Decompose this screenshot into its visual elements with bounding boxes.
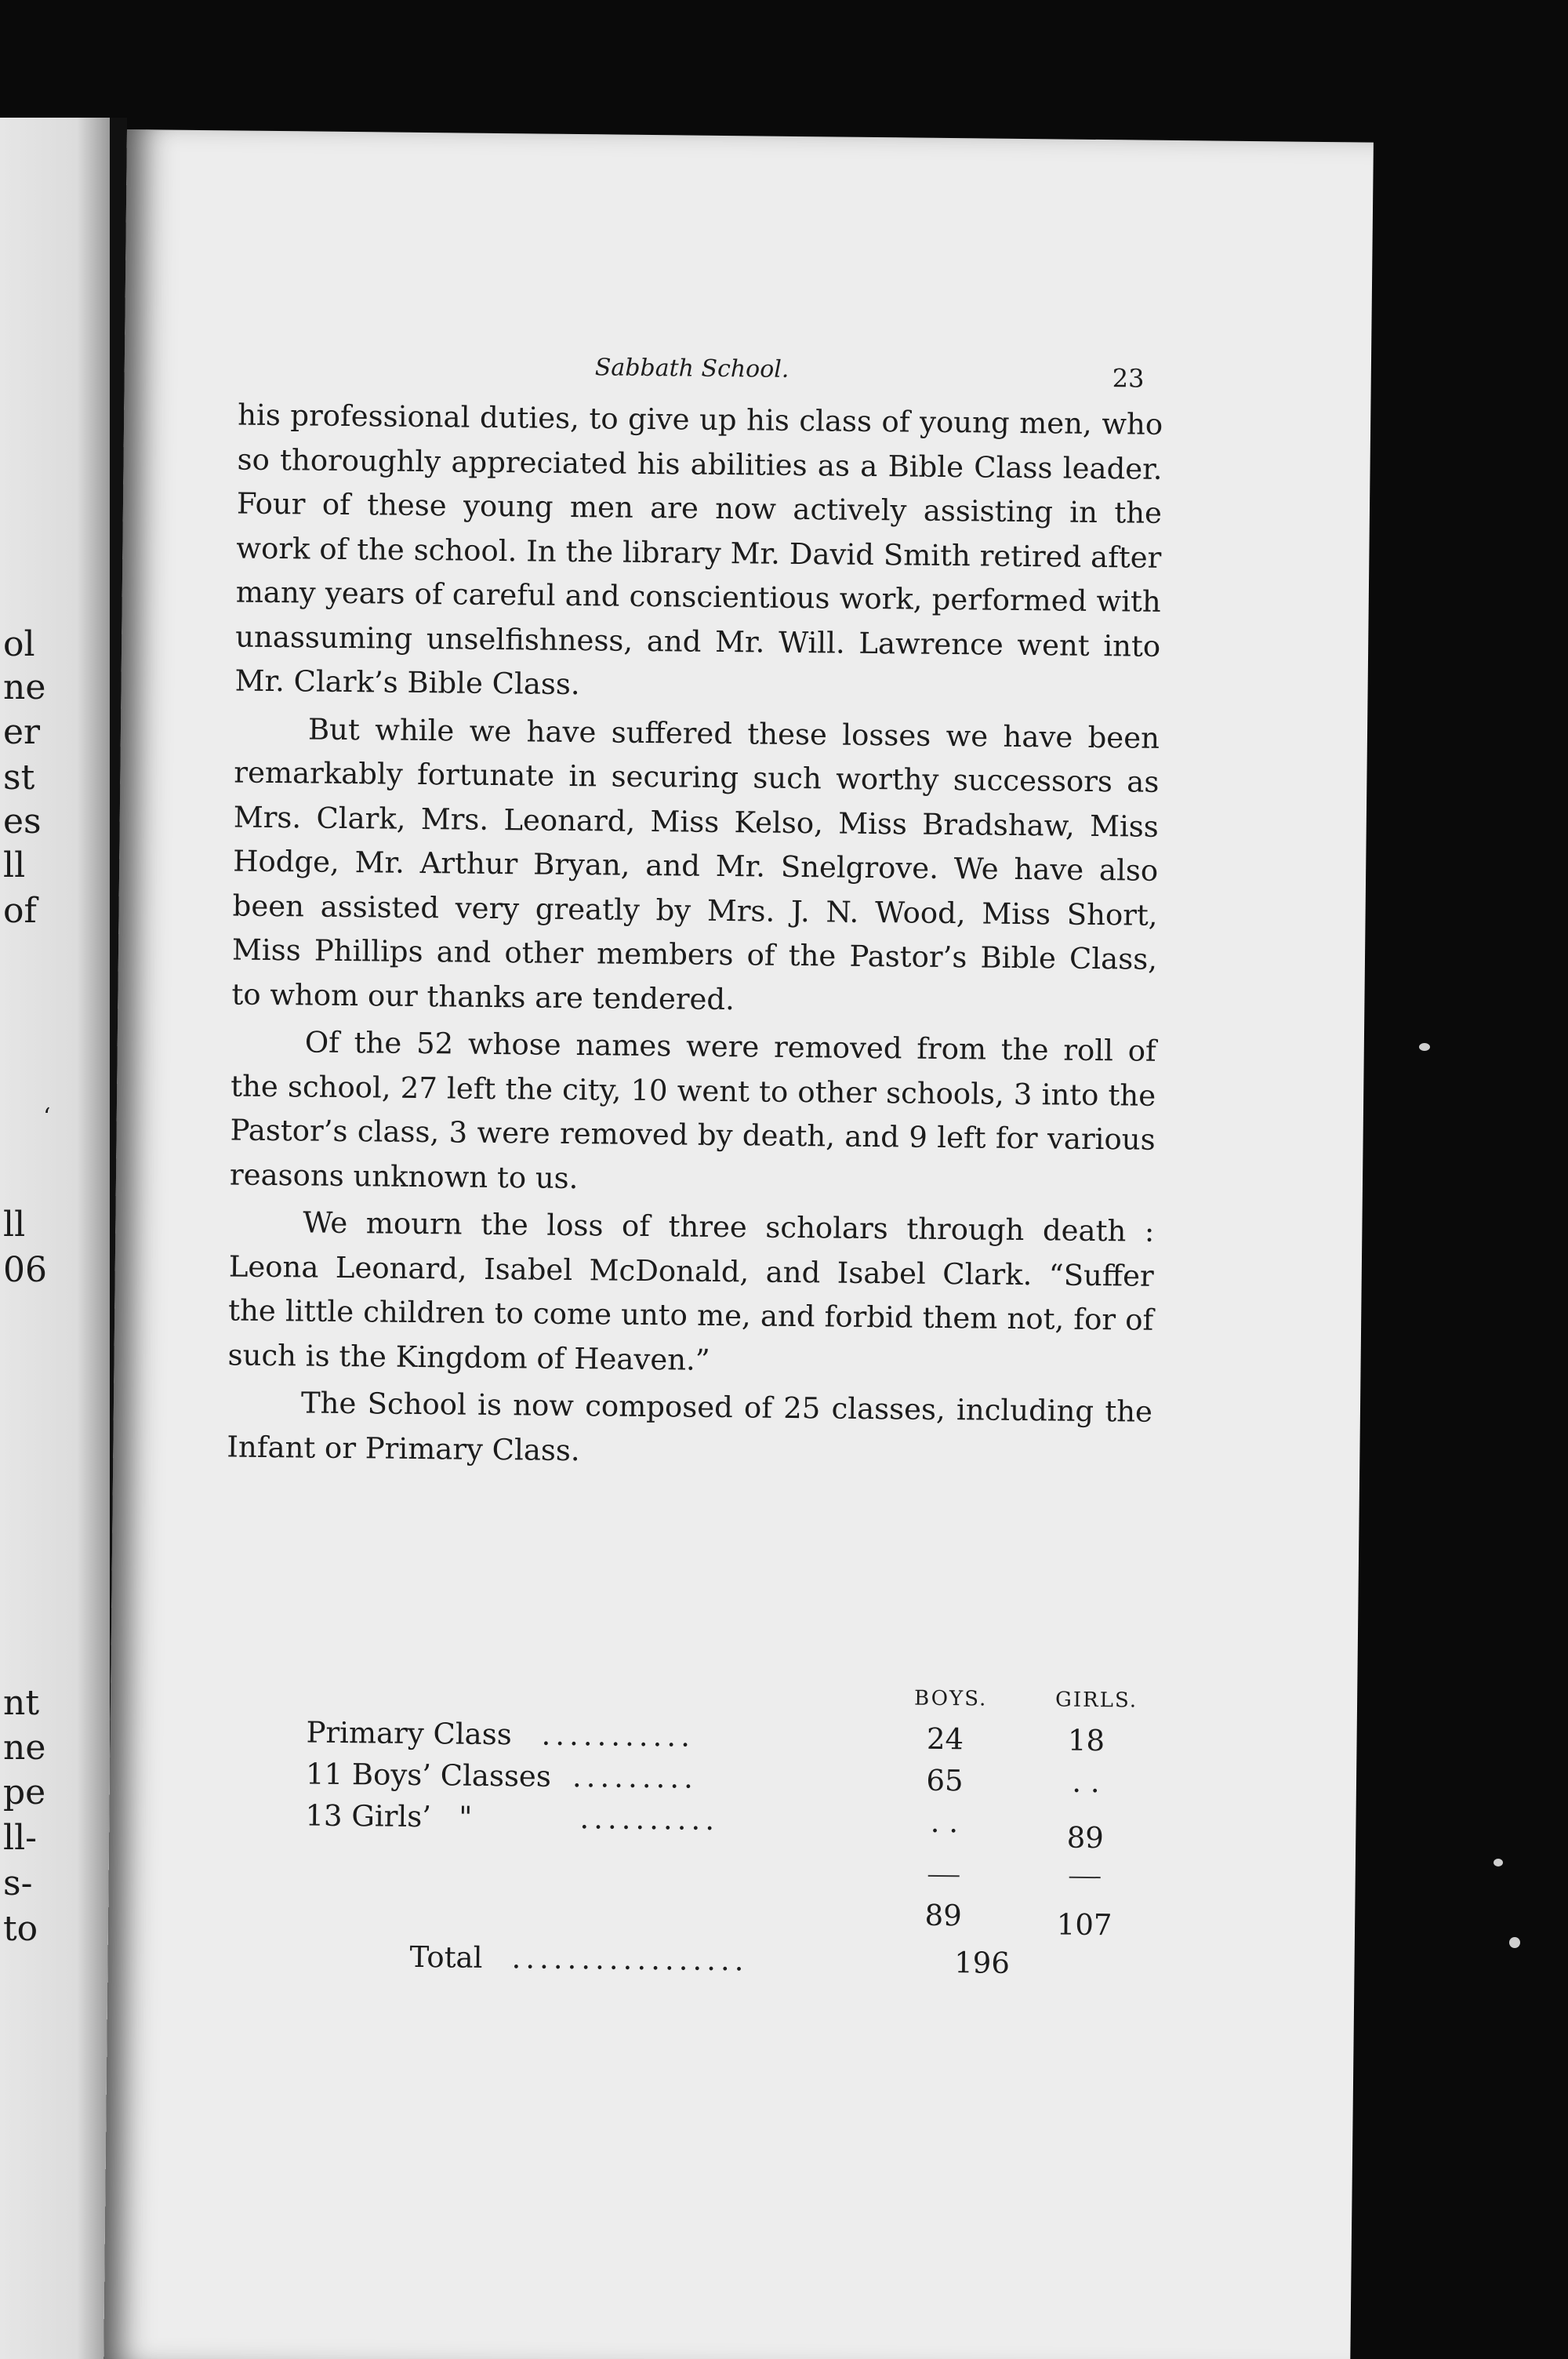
page-number: 23 xyxy=(1112,363,1145,394)
left-fragment: er xyxy=(3,712,41,752)
girls-total: 107 xyxy=(1056,1907,1112,1943)
boys-column-header: BOYS. xyxy=(913,1686,988,1711)
enrollment-table xyxy=(305,1681,1169,1980)
left-fragment: ll xyxy=(3,1205,26,1245)
scan-speck xyxy=(1494,1859,1503,1866)
boys-value: 24 xyxy=(926,1721,964,1757)
running-head: Sabbath School. xyxy=(594,354,789,383)
left-fragment: nt xyxy=(3,1683,40,1723)
girls-value: 89 xyxy=(1066,1820,1105,1856)
sum-rule xyxy=(1069,1877,1101,1878)
right-page xyxy=(103,129,1374,2359)
left-fragment: ol xyxy=(3,624,35,664)
left-facing-page xyxy=(0,118,110,2359)
left-fragment: ne xyxy=(3,1728,46,1768)
leader-dots: ......... xyxy=(572,1760,699,1795)
row-label: 13 Girls’ " xyxy=(305,1798,473,1834)
leader-dots: ................. xyxy=(511,1941,749,1978)
total-value: 196 xyxy=(954,1946,1011,1980)
sum-rule xyxy=(928,1875,960,1877)
girls-value: . . xyxy=(1072,1765,1100,1800)
leader-dots: .......... xyxy=(579,1801,720,1837)
paragraph: The School is now composed of 25 classes, including the Infant or Primary Class. xyxy=(227,1386,1153,1467)
left-fragment: es xyxy=(3,801,42,841)
scan-speck xyxy=(1419,1043,1430,1051)
scan-speck xyxy=(1509,1937,1520,1948)
paragraph: Of the 52 whose names were removed from the roll of the school, 27 left the city, 10 went to other schools, 3 into the Pastor’s class, 3 were removed by death, and 9 left for various reasons unknown to us. xyxy=(229,1025,1156,1195)
left-fragment: st xyxy=(3,758,35,798)
paragraph: his professional duties, to give up his class of young men, who so thoroughly appreciated his abilities as a Bible Class leader. Four of these young men are now actively assisting in the work of the school. In the library Mr. David Smith retired after many years of careful and conscientious work, performed with unassuming unselfishness, and Mr. Will. Lawrence went into Mr. Clark’s Bible Class. xyxy=(234,398,1163,702)
left-fragment: ‘ xyxy=(43,1103,51,1131)
left-fragment: pe xyxy=(3,1772,46,1812)
boys-value: . . xyxy=(930,1805,959,1840)
boys-total: 89 xyxy=(924,1898,962,1933)
paragraph: We mourn the loss of three scholars through death : Leona Leonard, Isabel McDonald, and Isabel Clark. “Suffer the little children to come unto me, and forbid them not, for of such is the Kingdom of Heaven.” xyxy=(227,1205,1155,1377)
total-label: Total xyxy=(409,1939,483,1975)
paragraph: But while we have suffered these losses we have been remarkably fortunate in securing such worthy successors as Mrs. Clark, Mrs. Leonard, Miss Kelso, Miss Bradshaw, Miss Hodge, Mr. Arthur Bryan, and Mr. Snelgrove. We have also been assisted very greatly by Mrs. J. N. Wood, Miss Short, Miss Phillips and other members of the Pastor’s Bible Class, to whom our thanks are tendered. xyxy=(231,711,1160,1016)
left-page-text-fragments xyxy=(0,118,110,2359)
leader-dots: ........... xyxy=(541,1717,695,1754)
row-label: Primary Class xyxy=(306,1715,512,1752)
left-fragment: ll- xyxy=(3,1818,38,1858)
left-fragment: ne xyxy=(3,667,46,707)
left-fragment: to xyxy=(3,1909,38,1949)
girls-value: 18 xyxy=(1067,1723,1105,1758)
left-fragment: 06 xyxy=(3,1250,47,1290)
left-fragment: s- xyxy=(3,1863,33,1903)
girls-column-header: GIRLS. xyxy=(1054,1688,1138,1713)
row-label: 11 Boys’ Classes xyxy=(305,1757,552,1794)
body-text xyxy=(227,394,1163,1479)
boys-value: 65 xyxy=(926,1763,964,1798)
left-fragment: of xyxy=(3,891,37,931)
left-fragment: ll xyxy=(3,845,26,885)
